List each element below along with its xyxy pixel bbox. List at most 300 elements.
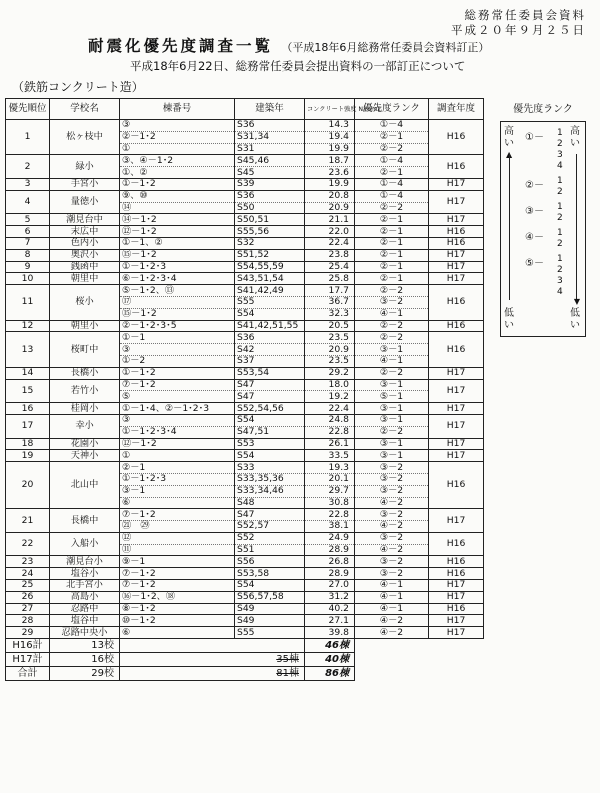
priority-no: 16 bbox=[6, 403, 50, 415]
strength: 27.0 bbox=[305, 580, 355, 592]
rank: ④－1 bbox=[355, 580, 429, 592]
building-no: ①－1･2･3･4 bbox=[120, 426, 235, 438]
strength: 26.1 bbox=[305, 438, 355, 450]
priority-no: 12 bbox=[6, 320, 50, 332]
page-title bbox=[88, 34, 489, 56]
legend-sub: 1 bbox=[557, 202, 563, 212]
built-year: S43,51,54 bbox=[235, 273, 305, 285]
built-year: S39 bbox=[235, 178, 305, 190]
legend-sub: 3 bbox=[557, 150, 563, 160]
rank: ③－2 bbox=[355, 485, 429, 497]
priority-no: 28 bbox=[6, 615, 50, 627]
total-count: 40棟 bbox=[305, 653, 355, 667]
priority-no: 19 bbox=[6, 450, 50, 462]
table-row bbox=[6, 568, 484, 580]
survey-year: H17 bbox=[429, 178, 484, 190]
legend-sub: 1 bbox=[557, 254, 563, 264]
strength: 27.1 bbox=[305, 615, 355, 627]
priority-no: 25 bbox=[6, 580, 50, 592]
strength: 17.7 bbox=[305, 285, 355, 297]
priority-no: 1 bbox=[6, 120, 50, 155]
built-year: S56 bbox=[235, 556, 305, 568]
rank: ③－2 bbox=[355, 473, 429, 485]
survey-year: H17 bbox=[429, 190, 484, 214]
rank: ②－2 bbox=[355, 426, 429, 438]
building-no: ⑤ bbox=[120, 391, 235, 403]
rank: ①－4 bbox=[355, 178, 429, 190]
rank: ③－2 bbox=[355, 568, 429, 580]
built-year: S49 bbox=[235, 615, 305, 627]
building-no: ⑨－1 bbox=[120, 556, 235, 568]
old-count: 35棟 bbox=[276, 653, 299, 665]
built-year: S51 bbox=[235, 544, 305, 556]
strength: 31.2 bbox=[305, 591, 355, 603]
school-name: 入船小 bbox=[50, 532, 120, 556]
school-name: 朝里小 bbox=[50, 320, 120, 332]
legend-box bbox=[500, 121, 586, 337]
building-no: ⑫ bbox=[120, 532, 235, 544]
rank: ②－1 bbox=[355, 273, 429, 285]
building-no: ①－2 bbox=[120, 355, 235, 367]
priority-no: 27 bbox=[6, 603, 50, 615]
table-row bbox=[6, 509, 484, 521]
built-year: S31,34 bbox=[235, 131, 305, 143]
legend-sub: 1 bbox=[557, 128, 563, 138]
legend-sub: 2 bbox=[557, 213, 563, 223]
strength: 25.8 bbox=[305, 273, 355, 285]
table-row bbox=[6, 332, 484, 344]
table-row bbox=[6, 603, 484, 615]
building-no: ⑥ bbox=[120, 497, 235, 509]
built-year: S47,51 bbox=[235, 426, 305, 438]
rank: ②－1 bbox=[355, 237, 429, 249]
date-label: 平成２０年９月２５日 bbox=[451, 23, 586, 37]
total-count: 86棟 bbox=[305, 667, 355, 681]
table-row bbox=[6, 285, 484, 297]
priority-no: 20 bbox=[6, 462, 50, 509]
building-no: ①－1･2 bbox=[120, 367, 235, 379]
rank: ②－1 bbox=[355, 167, 429, 179]
strength: 32.3 bbox=[305, 308, 355, 320]
legend-sub: 3 bbox=[557, 276, 563, 286]
school-name: 色内小 bbox=[50, 237, 120, 249]
rank: ④－1 bbox=[355, 591, 429, 603]
priority-table bbox=[5, 98, 484, 681]
total-blank bbox=[355, 653, 484, 667]
building-no: ⑩－1･2 bbox=[120, 615, 235, 627]
strength: 40.2 bbox=[305, 603, 355, 615]
strength: 23.8 bbox=[305, 249, 355, 261]
strength: 22.8 bbox=[305, 426, 355, 438]
building-no: ②－1･2 bbox=[120, 131, 235, 143]
school-name: 塩谷中 bbox=[50, 615, 120, 627]
table-row bbox=[6, 367, 484, 379]
strength: 20.9 bbox=[305, 202, 355, 214]
school-name: 朝里中 bbox=[50, 273, 120, 285]
priority-no: 22 bbox=[6, 532, 50, 556]
survey-year: H17 bbox=[429, 367, 484, 379]
rank: ①－4 bbox=[355, 190, 429, 202]
strength: 38.1 bbox=[305, 521, 355, 533]
built-year: S50 bbox=[235, 202, 305, 214]
school-name: 量徳小 bbox=[50, 190, 120, 214]
built-year: S56,57,58 bbox=[235, 591, 305, 603]
school-name: 桂岡小 bbox=[50, 403, 120, 415]
strength: 22.4 bbox=[305, 403, 355, 415]
table-totals bbox=[6, 639, 484, 681]
school-name: 奥沢小 bbox=[50, 249, 120, 261]
building-no: ⑰ bbox=[120, 296, 235, 308]
table-row bbox=[6, 226, 484, 238]
legend-high-left: 高い bbox=[504, 126, 514, 149]
legend-rank: ⑤－ bbox=[525, 258, 544, 269]
strength: 19.2 bbox=[305, 391, 355, 403]
building-no: ①、② bbox=[120, 167, 235, 179]
strength: 28.9 bbox=[305, 568, 355, 580]
survey-year: H16 bbox=[429, 568, 484, 580]
built-year: S52,57 bbox=[235, 521, 305, 533]
building-no: ③ bbox=[120, 414, 235, 426]
survey-year: H17 bbox=[429, 273, 484, 285]
survey-year: H17 bbox=[429, 249, 484, 261]
strength: 23.5 bbox=[305, 332, 355, 344]
total-count: 46棟 bbox=[305, 639, 355, 653]
building-no: ①－1･2･3 bbox=[120, 261, 235, 273]
built-year: S42 bbox=[235, 344, 305, 356]
org-label: 総務常任委員会資料 bbox=[464, 8, 586, 22]
rank: ③－1 bbox=[355, 379, 429, 391]
legend-rank: ②－ bbox=[525, 180, 544, 191]
rank: ③－1 bbox=[355, 344, 429, 356]
building-no: ①－1 bbox=[120, 332, 235, 344]
table-row bbox=[6, 438, 484, 450]
rank: ②－1 bbox=[355, 249, 429, 261]
strength: 21.1 bbox=[305, 214, 355, 226]
survey-year: H16 bbox=[429, 462, 484, 509]
rank: ②－2 bbox=[355, 285, 429, 297]
built-year: S37 bbox=[235, 355, 305, 367]
building-no: ⑦－1･2 bbox=[120, 379, 235, 391]
strength: 20.1 bbox=[305, 473, 355, 485]
rank: ①－4 bbox=[355, 120, 429, 132]
school-name: 高島小 bbox=[50, 591, 120, 603]
rank: ③－2 bbox=[355, 532, 429, 544]
col-survey-year: 調査年度 bbox=[429, 99, 484, 120]
total-row bbox=[6, 639, 484, 653]
built-year: S55 bbox=[235, 627, 305, 639]
survey-year: H17 bbox=[429, 580, 484, 592]
total-old-count bbox=[120, 639, 305, 653]
table-row bbox=[6, 450, 484, 462]
priority-no: 15 bbox=[6, 379, 50, 403]
strength: 22.8 bbox=[305, 509, 355, 521]
rank: ②－1 bbox=[355, 226, 429, 238]
total-schools: 29校 bbox=[50, 667, 120, 681]
built-year: S41,42,51,55 bbox=[235, 320, 305, 332]
built-year: S31 bbox=[235, 143, 305, 155]
rank: ④－2 bbox=[355, 627, 429, 639]
rank: ③－2 bbox=[355, 296, 429, 308]
building-no: ③、④－1･2 bbox=[120, 155, 235, 167]
school-name: 塩谷小 bbox=[50, 568, 120, 580]
building-no: ①－1･4、②－1･2･3 bbox=[120, 403, 235, 415]
priority-no: 26 bbox=[6, 591, 50, 603]
built-year: S53,58 bbox=[235, 568, 305, 580]
strength: 18.7 bbox=[305, 155, 355, 167]
page-subtitle: 平成18年6月22日、総務常任委員会提出資料の一部訂正について bbox=[130, 59, 466, 73]
strength: 14.3 bbox=[305, 120, 355, 132]
survey-year: H16 bbox=[429, 556, 484, 568]
legend-sub: 1 bbox=[557, 176, 563, 186]
table-row bbox=[6, 320, 484, 332]
rank: ③－2 bbox=[355, 556, 429, 568]
priority-no: 14 bbox=[6, 367, 50, 379]
built-year: S33 bbox=[235, 462, 305, 474]
rank: ③－2 bbox=[355, 509, 429, 521]
title-text: 耐震化優先度調査一覧 bbox=[88, 37, 274, 55]
strength: 26.8 bbox=[305, 556, 355, 568]
built-year: S45 bbox=[235, 167, 305, 179]
strength: 22.4 bbox=[305, 237, 355, 249]
table-row bbox=[6, 462, 484, 474]
building-no: ⑨、⑩ bbox=[120, 190, 235, 202]
building-no: ⑥－1･2･3･4 bbox=[120, 273, 235, 285]
building-no: ③ bbox=[120, 120, 235, 132]
table-row bbox=[6, 214, 484, 226]
school-name: 桜町中 bbox=[50, 332, 120, 367]
building-no: ③ bbox=[120, 344, 235, 356]
table-row bbox=[6, 273, 484, 285]
school-name: 若竹小 bbox=[50, 379, 120, 403]
building-no: ⑥ bbox=[120, 627, 235, 639]
col-building: 棟番号 bbox=[120, 99, 235, 120]
total-row bbox=[6, 653, 484, 667]
legend-low-left: 低い bbox=[504, 308, 514, 331]
table-row bbox=[6, 190, 484, 202]
priority-no: 21 bbox=[6, 509, 50, 533]
strength: 39.8 bbox=[305, 627, 355, 639]
priority-no: 29 bbox=[6, 627, 50, 639]
strength: 29.2 bbox=[305, 367, 355, 379]
strength: 25.4 bbox=[305, 261, 355, 273]
rank: ①－4 bbox=[355, 155, 429, 167]
school-name: 潮見台小 bbox=[50, 556, 120, 568]
priority-no: 6 bbox=[6, 226, 50, 238]
strength: 24.8 bbox=[305, 414, 355, 426]
table-body bbox=[6, 120, 484, 639]
survey-year: H16 bbox=[429, 532, 484, 556]
survey-year: H17 bbox=[429, 214, 484, 226]
survey-year: H16 bbox=[429, 237, 484, 249]
total-blank bbox=[355, 639, 484, 653]
survey-year: H16 bbox=[429, 226, 484, 238]
priority-no: 13 bbox=[6, 332, 50, 367]
built-year: S54 bbox=[235, 450, 305, 462]
building-no: ⑯－1･2、⑱ bbox=[120, 591, 235, 603]
built-year: S47 bbox=[235, 391, 305, 403]
table-row bbox=[6, 249, 484, 261]
rank-legend bbox=[500, 100, 586, 337]
strength: 23.5 bbox=[305, 355, 355, 367]
building-no: ⑧－1･2 bbox=[120, 603, 235, 615]
built-year: S52,54,56 bbox=[235, 403, 305, 415]
strength: 29.7 bbox=[305, 485, 355, 497]
survey-year: H17 bbox=[429, 627, 484, 639]
survey-year: H17 bbox=[429, 615, 484, 627]
total-label: H17計 bbox=[6, 653, 50, 667]
total-blank bbox=[355, 667, 484, 681]
strength: 33.5 bbox=[305, 450, 355, 462]
built-year: S54,55,59 bbox=[235, 261, 305, 273]
priority-no: 2 bbox=[6, 155, 50, 179]
building-no: ②－1 bbox=[120, 462, 235, 474]
school-name: 北手宮小 bbox=[50, 580, 120, 592]
school-name: 忍路中 bbox=[50, 603, 120, 615]
table-row bbox=[6, 580, 484, 592]
table-row bbox=[6, 261, 484, 273]
table-row bbox=[6, 532, 484, 544]
strength: 20.5 bbox=[305, 320, 355, 332]
built-year: S52 bbox=[235, 532, 305, 544]
legend-low-right: 低い bbox=[570, 308, 580, 331]
rank: ④－2 bbox=[355, 544, 429, 556]
building-no: ⑦－1･2 bbox=[120, 568, 235, 580]
rank: ③－1 bbox=[355, 438, 429, 450]
built-year: S33,34,46 bbox=[235, 485, 305, 497]
total-label: 合計 bbox=[6, 667, 50, 681]
survey-year: H16 bbox=[429, 285, 484, 320]
survey-year: H16 bbox=[429, 603, 484, 615]
table-row bbox=[6, 403, 484, 415]
arrow-down-icon: ▼ bbox=[573, 297, 580, 306]
total-schools: 16校 bbox=[50, 653, 120, 667]
table-row bbox=[6, 120, 484, 132]
legend-sub: 2 bbox=[557, 139, 563, 149]
rank: ③－1 bbox=[355, 414, 429, 426]
strength: 19.3 bbox=[305, 462, 355, 474]
rank: ②－2 bbox=[355, 202, 429, 214]
building-no: ① bbox=[120, 143, 235, 155]
built-year: S47 bbox=[235, 509, 305, 521]
survey-year: H16 bbox=[429, 320, 484, 332]
built-year: S54 bbox=[235, 308, 305, 320]
rank: ④－1 bbox=[355, 308, 429, 320]
built-year: S54 bbox=[235, 414, 305, 426]
building-no: ⑦－1･2 bbox=[120, 509, 235, 521]
school-name: 銭函中 bbox=[50, 261, 120, 273]
arrow-left-line bbox=[509, 154, 510, 300]
built-year: S49 bbox=[235, 603, 305, 615]
priority-no: 3 bbox=[6, 178, 50, 190]
survey-year: H17 bbox=[429, 450, 484, 462]
rank: ②－2 bbox=[355, 143, 429, 155]
school-name: 長橋小 bbox=[50, 367, 120, 379]
legend-sub: 2 bbox=[557, 187, 563, 197]
rank: ④－1 bbox=[355, 355, 429, 367]
survey-year: H16 bbox=[429, 155, 484, 179]
school-name: 花園小 bbox=[50, 438, 120, 450]
building-no: ① bbox=[120, 450, 235, 462]
strength: 28.9 bbox=[305, 544, 355, 556]
table-row bbox=[6, 155, 484, 167]
rank: ③－1 bbox=[355, 450, 429, 462]
priority-no: 11 bbox=[6, 285, 50, 320]
legend-title: 優先度ランク bbox=[513, 104, 573, 115]
building-no: ⑭ bbox=[120, 202, 235, 214]
rank: ②－2 bbox=[355, 367, 429, 379]
built-year: S36 bbox=[235, 190, 305, 202]
rank: ③－1 bbox=[355, 403, 429, 415]
survey-year: H16 bbox=[429, 332, 484, 367]
school-name: 末広中 bbox=[50, 226, 120, 238]
strength: 19.4 bbox=[305, 131, 355, 143]
built-year: S45,46 bbox=[235, 155, 305, 167]
building-no: ⑫－1･2 bbox=[120, 226, 235, 238]
priority-no: 18 bbox=[6, 438, 50, 450]
survey-year: H17 bbox=[429, 438, 484, 450]
rank: ②－1 bbox=[355, 131, 429, 143]
survey-year: H17 bbox=[429, 509, 484, 533]
rank: ④－2 bbox=[355, 497, 429, 509]
arrow-up-icon: ▲ bbox=[506, 150, 513, 159]
school-name: 松ヶ枝中 bbox=[50, 120, 120, 155]
building-no: ①－1･2･3 bbox=[120, 473, 235, 485]
priority-no: 17 bbox=[6, 414, 50, 438]
rank: ④－1 bbox=[355, 603, 429, 615]
total-schools: 13校 bbox=[50, 639, 120, 653]
col-built-year: 建築年 bbox=[235, 99, 305, 120]
strength: 36.7 bbox=[305, 296, 355, 308]
rank: ②－2 bbox=[355, 320, 429, 332]
survey-year: H17 bbox=[429, 379, 484, 403]
priority-no: 4 bbox=[6, 190, 50, 214]
school-name: 潮見台中 bbox=[50, 214, 120, 226]
strength: 19.9 bbox=[305, 178, 355, 190]
strength: 30.8 bbox=[305, 497, 355, 509]
building-no: ⑮－1･2 bbox=[120, 308, 235, 320]
rank: ④－2 bbox=[355, 521, 429, 533]
legend-sub: 4 bbox=[557, 161, 563, 171]
col-rank: 優先度ランク bbox=[355, 99, 429, 120]
built-year: S53 bbox=[235, 438, 305, 450]
legend-rank: ④－ bbox=[525, 232, 544, 243]
survey-year: H17 bbox=[429, 414, 484, 438]
strength: 23.6 bbox=[305, 167, 355, 179]
survey-year: H16 bbox=[429, 120, 484, 155]
school-name: 桜小 bbox=[50, 285, 120, 320]
legend-rank: ③－ bbox=[525, 206, 544, 217]
school-name: 幸小 bbox=[50, 414, 120, 438]
table-row bbox=[6, 556, 484, 568]
built-year: S55,56 bbox=[235, 226, 305, 238]
building-no: ⑭－1･2 bbox=[120, 214, 235, 226]
total-row bbox=[6, 667, 484, 681]
built-year: S55 bbox=[235, 296, 305, 308]
legend-sub: 4 bbox=[557, 287, 563, 297]
legend-rank: ①－ bbox=[525, 132, 544, 143]
building-no: ⑮－1･2 bbox=[120, 249, 235, 261]
legend-sub: 2 bbox=[557, 239, 563, 249]
built-year: S41,42,49 bbox=[235, 285, 305, 297]
school-name: 天神小 bbox=[50, 450, 120, 462]
rank: ⑤－1 bbox=[355, 391, 429, 403]
rank: ④－2 bbox=[355, 615, 429, 627]
built-year: S36 bbox=[235, 332, 305, 344]
legend-high-right: 高い bbox=[570, 126, 580, 149]
rank: ②－1 bbox=[355, 214, 429, 226]
total-old-count bbox=[120, 653, 305, 667]
strength: 22.0 bbox=[305, 226, 355, 238]
